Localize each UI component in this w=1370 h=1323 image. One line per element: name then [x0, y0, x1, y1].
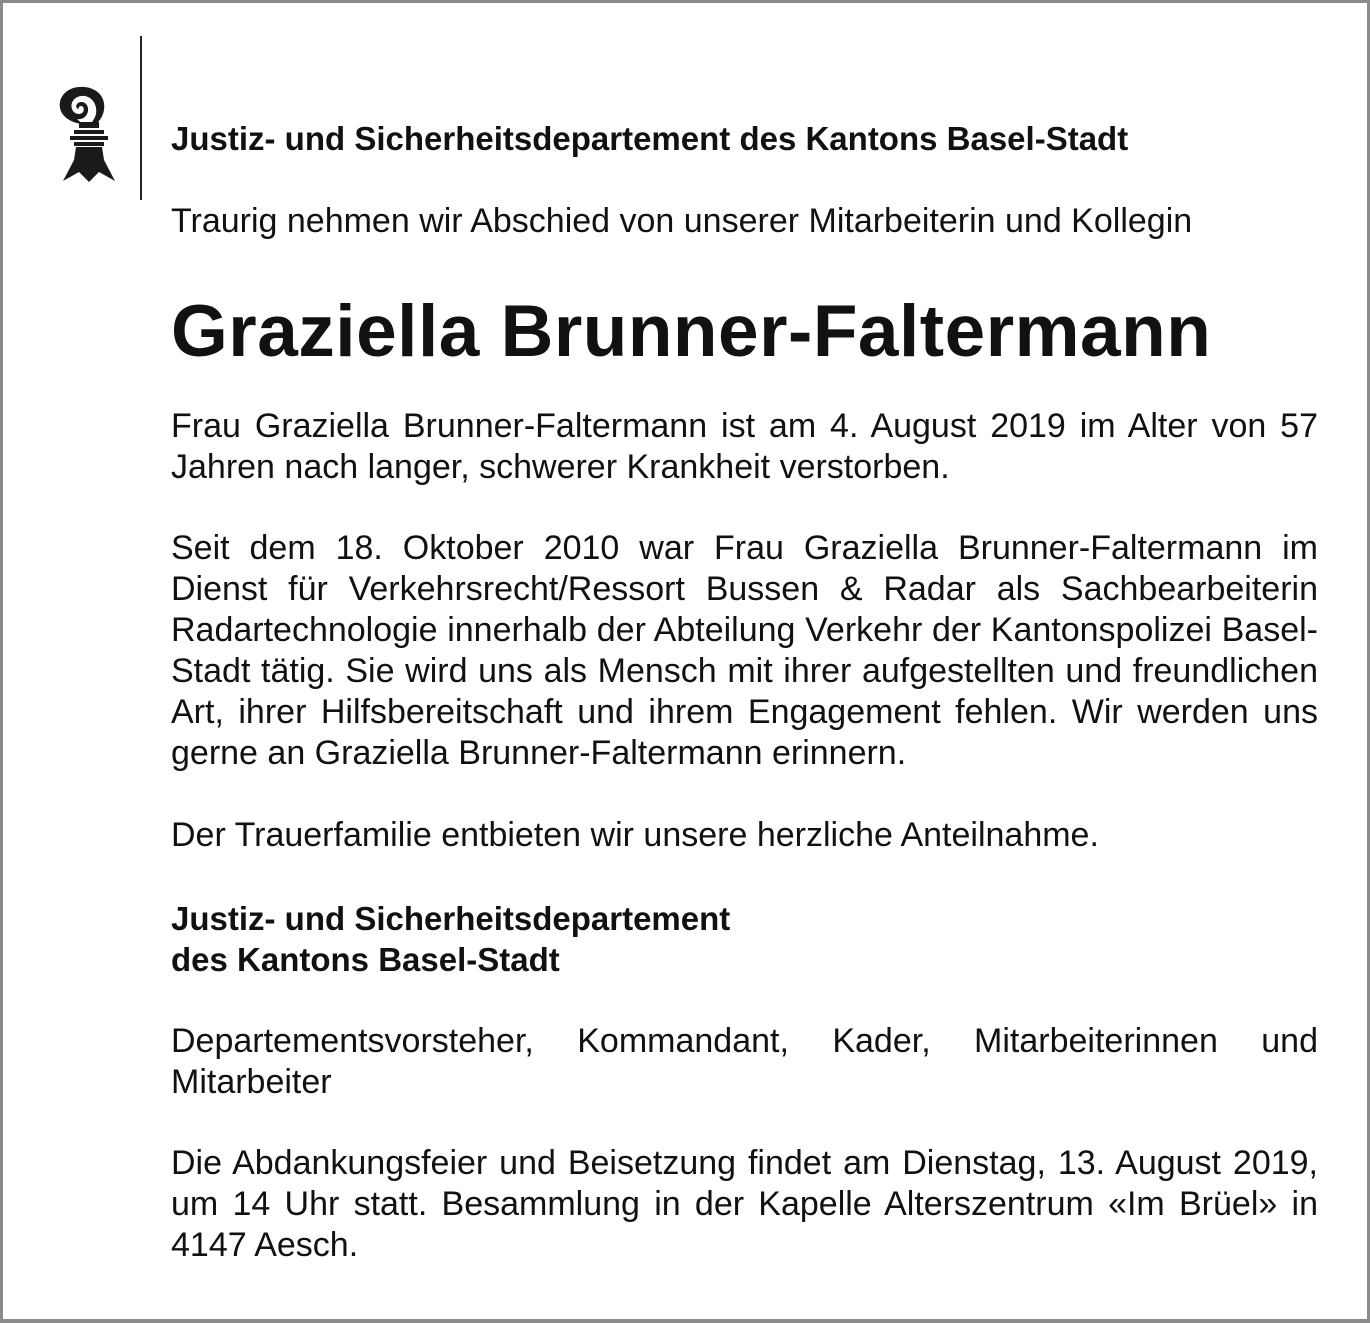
- signature-block: [171, 898, 730, 980]
- basel-staff-icon: [52, 84, 120, 184]
- career-paragraph: Seit dem 18. Oktober 2010 war Frau Graziella Brunner-Faltermann im Dienst für Verkehrsrecht/Ressort Bussen & Radar als Sachbearbeiterin Radartechnologie innerhalb der Abteilung Verkehr der Kantonspolizei Basel-Stadt tätig. Sie wird uns als Mensch mit ihrer aufgestellten und freundlichen Art, ihrer Hilfsbereitschaft und ihrem Engagement fehlen. Wir werden uns gerne an Graziella Brunner-Faltermann erinnern.: [171, 529, 1318, 772]
- mourners-paragraph: Departementsvorsteher, Kommandant, Kader, Mitarbeiterinnen und Mitarbeiter: [171, 1022, 1318, 1101]
- funeral-paragraph: Die Abdankungsfeier und Beisetzung findet am Dienstag, 13. August 2019, um 14 Uhr statt. Besammlung in der Kapelle Alterszentrum «Im Brüel» in 4147 Aesch.: [171, 1144, 1318, 1264]
- header-divider: [140, 36, 142, 200]
- condolence-paragraph: Der Trauerfamilie entbieten wir unsere herzliche Anteilnahme.: [171, 816, 1099, 854]
- department-header: Justiz- und Sicherheitsdepartement des Kantons Basel-Stadt: [171, 120, 1129, 157]
- death-paragraph: Frau Graziella Brunner-Faltermann ist am 4. August 2019 im Alter von 57 Jahren nach langer, schwerer Krankheit verstorben.: [171, 407, 1318, 486]
- signature-line-2: des Kantons Basel-Stadt: [171, 941, 560, 978]
- intro-line: Traurig nehmen wir Abschied von unserer Mitarbeiterin und Kollegin: [171, 202, 1193, 240]
- signature-line-1: Justiz- und Sicherheitsdepartement: [171, 900, 731, 937]
- deceased-name: Graziella Brunner-Faltermann: [171, 291, 1212, 372]
